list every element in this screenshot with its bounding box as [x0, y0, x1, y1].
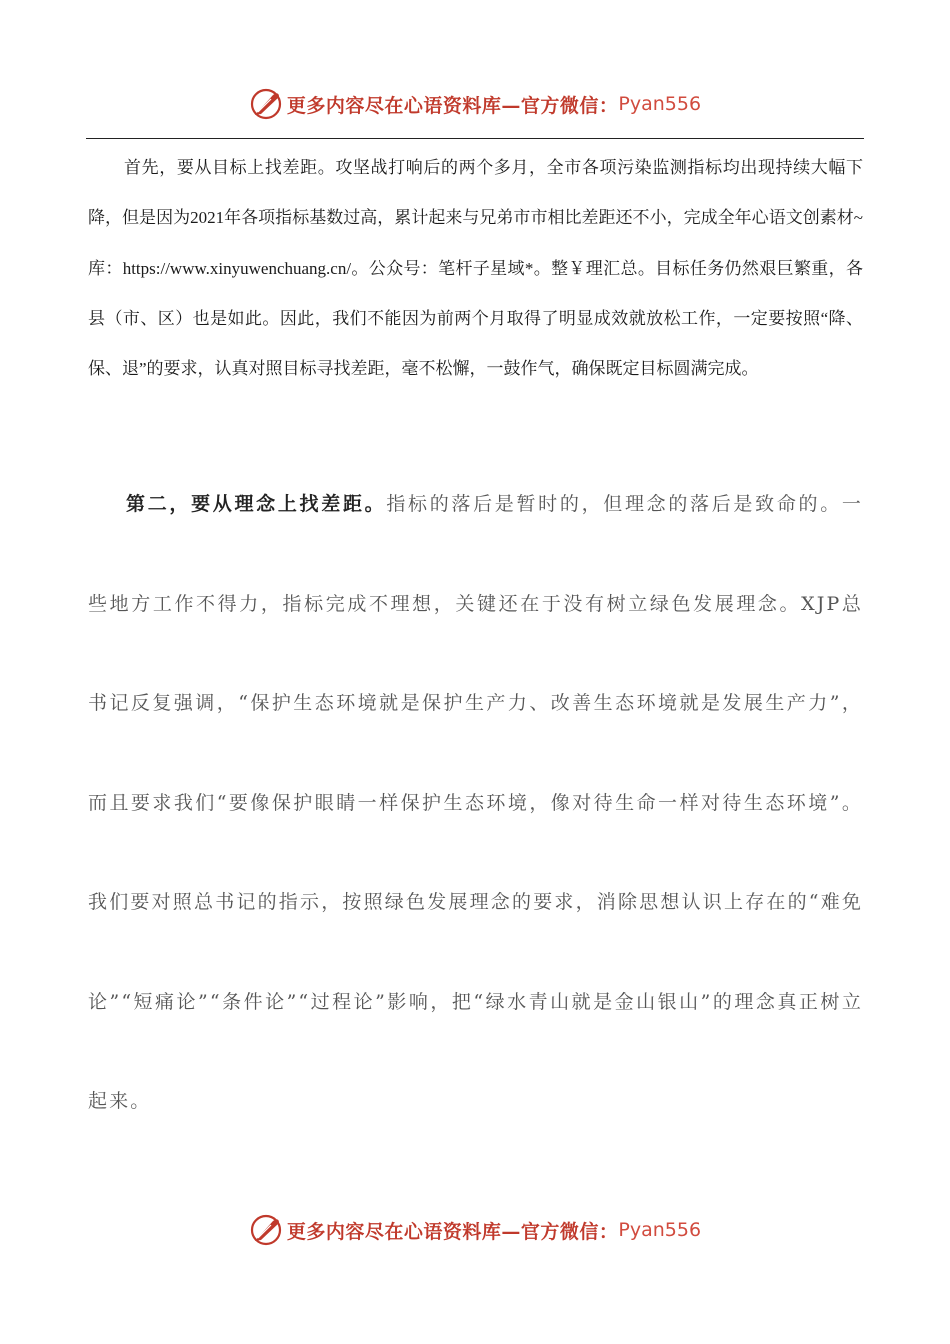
paragraph-2-lead: 第二，要从理念上找差距。 [126, 493, 387, 515]
footer-banner [0, 1210, 950, 1250]
paragraph-1: 首先，要从目标上找差距。攻坚战打响后的两个多月，全市各项污染监测指标均出现持续大幅下降，但是因为2021年各项指标基数过高，累计起来与兄弟市市相比差距还不小，完成全年心语文创素材~库：https://www.xinyuwenchuang.cn/。公众号：笔杆子星域*。整￥理汇总。目标任务仍然艰巨繁重，各县（市、区）也是如此。因此，我们不能因为前两个月取得了明显成效就放松工作，一定要按照“降、保、退”的要求，认真对照目标寻找差距，毫不松懈，一鼓作气，确保既定目标圆满完成。 [88, 158, 863, 379]
wechat-id: Pyan556 [618, 1219, 702, 1241]
quill-logo-icon [249, 87, 283, 121]
paragraph-2-text: 指标的落后是暂时的，但理念的落后是致命的。一些地方工作不得力，指标完成不理想，关键还在于没有树立绿色发展理念。XJP总书记反复强调，“保护生态环境就是保护生产力、改善生态环境就是发展生产力”，而且要求我们“要像保护眼睛一样保护生态环境，像对待生命一样对待生态环境”。我们要对照总书记的指示，按照绿色发展理念的要求，消除思想认识上存在的“难免论”“短痛论”“条件论”“过程论”影响，把“绿水青山就是金山银山”的理念真正树立起来。 [88, 493, 863, 1112]
quill-logo-icon [249, 1213, 283, 1247]
paragraph-2 [88, 455, 863, 1152]
header-divider [86, 138, 864, 139]
header-banner [0, 84, 950, 124]
banner-text: 更多内容尽在心语资料库—官方微信： [286, 94, 619, 117]
banner-text: 更多内容尽在心语资料库—官方微信： [286, 1220, 619, 1243]
wechat-id: Pyan556 [618, 93, 702, 115]
